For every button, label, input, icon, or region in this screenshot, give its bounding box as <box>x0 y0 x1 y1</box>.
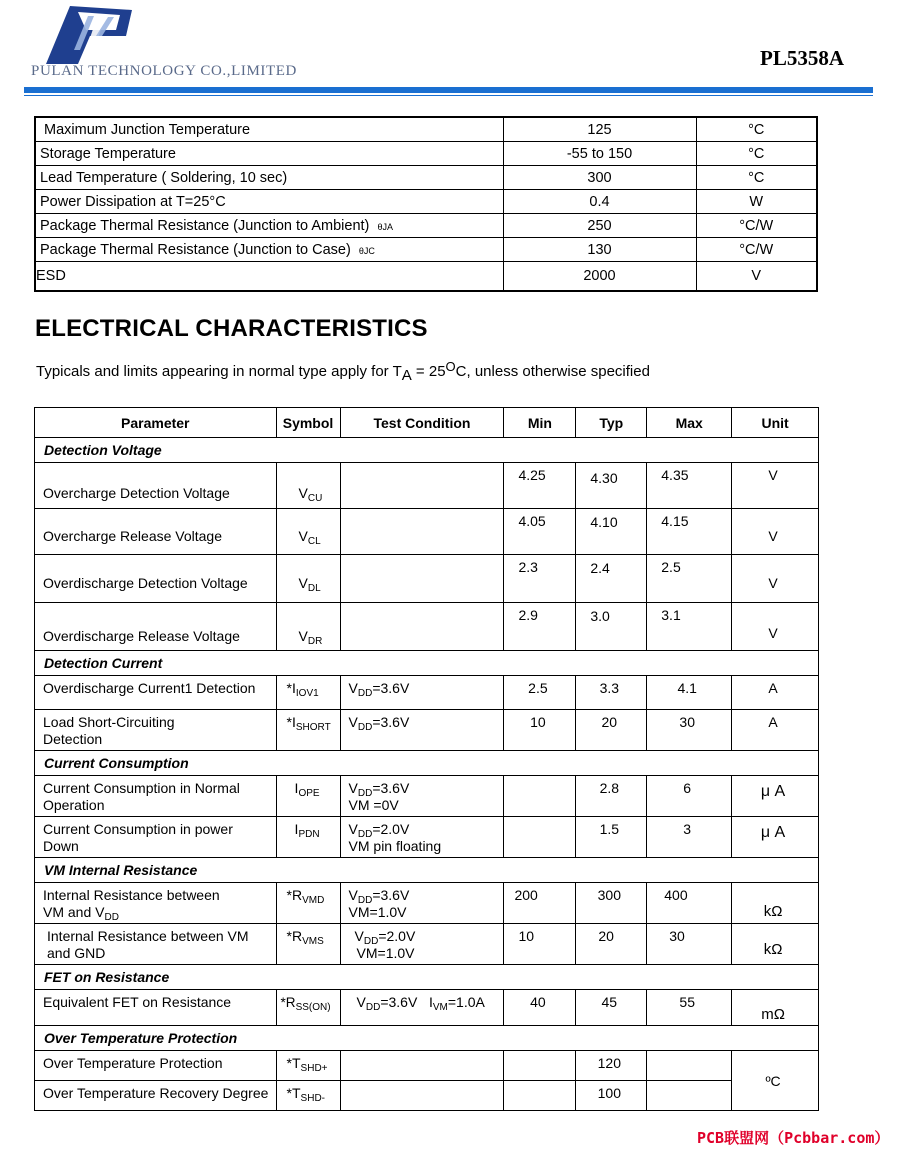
param-cell: Current Consumption in Normal Operation <box>35 776 277 817</box>
symbol-cell: $I_{PDN}$ <box>276 817 340 858</box>
table-row <box>35 117 817 142</box>
section-label: VM Internal Resistance <box>35 858 819 883</box>
header-rule-thin <box>24 95 873 96</box>
table-row <box>35 817 819 858</box>
value-cell: 2000 <box>503 262 696 292</box>
max-cell <box>647 1081 732 1111</box>
typ-cell: 2.4 <box>576 555 647 603</box>
typ-cell: 300 <box>576 883 647 924</box>
table-row <box>35 990 819 1026</box>
unit-cell: μ A <box>732 776 819 817</box>
unit-cell: °C/W <box>696 214 817 238</box>
typ-cell: 20 <box>576 924 647 965</box>
table-row <box>35 555 819 603</box>
symbol-cell: $*R_{VMS}$ <box>276 924 340 965</box>
unit-cell: °C/W <box>696 238 817 262</box>
col-header-typ: Typ <box>576 408 647 438</box>
unit-cell: V <box>732 555 819 603</box>
unit-cell: V <box>732 603 819 651</box>
table-row <box>35 710 819 751</box>
condition-cell <box>340 603 504 651</box>
symbol-cell: $I_{OPE}$ <box>276 776 340 817</box>
unit-cell: °C <box>696 166 817 190</box>
param-cell: Internal Resistance between VM and $V_{DD}$ <box>35 883 277 924</box>
table-row <box>35 776 819 817</box>
param-cell: Maximum Junction Temperature <box>35 117 503 142</box>
typ-cell: 3.3 <box>576 676 647 710</box>
max-cell: 30 <box>647 924 732 965</box>
condition-cell: $V_{DD}=3.6V$ <box>340 676 504 710</box>
max-cell: 55 <box>647 990 732 1026</box>
symbol-cell: $V_{DR}$ <box>276 603 340 651</box>
param-cell: Power Dissipation at T=25°C <box>35 190 503 214</box>
param-cell: Overcharge Detection Voltage <box>35 463 277 509</box>
typ-cell: 45 <box>576 990 647 1026</box>
section-row <box>35 438 819 463</box>
max-cell: 4.1 <box>647 676 732 710</box>
section-title: ELECTRICAL CHARACTERISTICS <box>35 315 428 342</box>
max-cell: 4.15 <box>647 509 732 555</box>
param-cell <box>35 214 503 238</box>
param-cell: Load Short-Circuiting Detection <box>35 710 277 751</box>
table-row <box>35 1051 819 1081</box>
max-cell: 4.35 <box>647 463 732 509</box>
table-row <box>35 676 819 710</box>
condition-cell: $V_{DD}=3.6V$ VM=1.0V <box>340 883 504 924</box>
table-row <box>35 238 817 262</box>
param-cell: Over Temperature Protection <box>35 1051 277 1081</box>
value-cell: 125 <box>503 117 696 142</box>
table-row <box>35 883 819 924</box>
min-cell <box>504 1081 576 1111</box>
symbol-cell: $*I_{IOV1}$ <box>276 676 340 710</box>
section-label: Detection Current <box>35 651 819 676</box>
symbol-cell: $V_{DL}$ <box>276 555 340 603</box>
unit-cell: A <box>732 710 819 751</box>
symbol-cell: $V_{CU}$ <box>276 463 340 509</box>
min-cell: 2.5 <box>504 676 576 710</box>
condition-cell: $V_{DD}=3.6V$ VM =0V <box>340 776 504 817</box>
theta-symbol: θJA <box>377 221 393 232</box>
param-cell: Overdischarge Detection Voltage <box>35 555 277 603</box>
condition-cell: $V_{DD}=3.6V$ $I_{VM}=1.0A$ <box>340 990 504 1026</box>
col-header-unit: Unit <box>732 408 819 438</box>
param-text: Package Thermal Resistance (Junction to Ambient) <box>40 217 370 234</box>
min-cell: 200 <box>504 883 576 924</box>
watermark-link[interactable]: PCB联盟网（Pcbbar.com） <box>697 1129 890 1147</box>
min-cell: 4.05 <box>504 509 576 555</box>
unit-cell: kΩ <box>732 883 819 924</box>
part-number: PL5358A <box>760 46 844 70</box>
max-cell: 3 <box>647 817 732 858</box>
typ-cell: 20 <box>576 710 647 751</box>
section-row <box>35 651 819 676</box>
condition-cell <box>340 509 504 555</box>
table-row <box>35 262 817 292</box>
unit-cell: V <box>696 262 817 292</box>
param-cell: Overcharge Release Voltage <box>35 509 277 555</box>
symbol-cell: $*R_{SS(ON)}$ <box>276 990 340 1026</box>
param-cell: Current Consumption in power Down <box>35 817 277 858</box>
param-cell: Lead Temperature ( Soldering, 10 sec) <box>35 166 503 190</box>
unit-cell: μ A <box>732 817 819 858</box>
param-cell: Equivalent FET on Resistance <box>35 990 277 1026</box>
max-cell: 2.5 <box>647 555 732 603</box>
min-cell <box>504 817 576 858</box>
section-row <box>35 751 819 776</box>
param-cell: Overdischarge Current1 Detection <box>35 676 277 710</box>
unit-cell: V <box>732 509 819 555</box>
table-row <box>35 463 819 509</box>
condition-cell <box>340 1081 504 1111</box>
col-header-parameter: Parameter <box>35 408 277 438</box>
typ-cell: 100 <box>576 1081 647 1111</box>
param-cell: Over Temperature Recovery Degree <box>35 1081 277 1111</box>
param-cell: Internal Resistance between VM and GND <box>35 924 277 965</box>
company-name: PULAN TECHNOLOGY CO.,LIMITED <box>31 63 297 79</box>
symbol-cell: $*R_{VMD}$ <box>276 883 340 924</box>
symbol-cell: $*T_{SHD-}$ <box>276 1081 340 1111</box>
table-row <box>35 924 819 965</box>
table-row <box>35 142 817 166</box>
min-cell: 10 <box>504 710 576 751</box>
col-header-max: Max <box>647 408 732 438</box>
condition-cell: $V_{DD}=2.0V$ VM=1.0V <box>340 924 504 965</box>
param-text: Package Thermal Resistance (Junction to Case) <box>40 241 351 258</box>
param-cell: Overdischarge Release Voltage <box>35 603 277 651</box>
param-cell <box>35 238 503 262</box>
typ-cell: 2.8 <box>576 776 647 817</box>
min-cell: 2.3 <box>504 555 576 603</box>
unit-cell: kΩ <box>732 924 819 965</box>
section-row <box>35 858 819 883</box>
condition-cell <box>340 1051 504 1081</box>
min-cell: 2.9 <box>504 603 576 651</box>
unit-cell: mΩ <box>732 990 819 1026</box>
conditions-note: Typicals and limits appearing in normal type apply for $T_A = 25^OC$, unless otherwise specified <box>36 359 650 384</box>
unit-cell: A <box>732 676 819 710</box>
unit-cell: V <box>732 463 819 509</box>
max-cell: 6 <box>647 776 732 817</box>
unit-cell: ºC <box>732 1051 819 1111</box>
section-label: Current Consumption <box>35 751 819 776</box>
section-row <box>35 965 819 990</box>
company-logo <box>40 6 132 64</box>
value-cell: 300 <box>503 166 696 190</box>
header-rule-thick <box>24 87 873 93</box>
unit-cell: W <box>696 190 817 214</box>
min-cell <box>504 1051 576 1081</box>
min-cell: 10 <box>504 924 576 965</box>
value-cell: 250 <box>503 214 696 238</box>
symbol-cell: $V_{CL}$ <box>276 509 340 555</box>
table-row <box>35 1081 819 1111</box>
table-row <box>35 214 817 238</box>
col-header-min: Min <box>504 408 576 438</box>
table-row <box>35 166 817 190</box>
col-header-symbol: Symbol <box>276 408 340 438</box>
max-cell: 3.1 <box>647 603 732 651</box>
table-row <box>35 603 819 651</box>
min-cell <box>504 776 576 817</box>
typ-cell: 1.5 <box>576 817 647 858</box>
header-row <box>35 408 819 438</box>
condition-cell: $V_{DD}=3.6V$ <box>340 710 504 751</box>
param-cell: Storage Temperature <box>35 142 503 166</box>
section-label: Over Temperature Protection <box>35 1026 819 1051</box>
condition-cell: $V_{DD}=2.0V$ VM pin floating <box>340 817 504 858</box>
col-header-condition: Test Condition <box>340 408 504 438</box>
max-cell <box>647 1051 732 1081</box>
electrical-characteristics-table <box>34 407 819 1111</box>
typ-cell: 3.0 <box>576 603 647 651</box>
absolute-max-table <box>34 116 818 292</box>
min-cell: 4.25 <box>504 463 576 509</box>
theta-symbol: θJC <box>358 245 375 256</box>
condition-cell <box>340 463 504 509</box>
symbol-cell: $*T_{SHD+}$ <box>276 1051 340 1081</box>
typ-cell: 4.30 <box>576 463 647 509</box>
section-label: FET on Resistance <box>35 965 819 990</box>
section-row <box>35 1026 819 1051</box>
max-cell: 400 <box>647 883 732 924</box>
min-cell: 40 <box>504 990 576 1026</box>
param-cell: ESD <box>35 262 503 292</box>
symbol-cell: $*I_{SHORT}$ <box>276 710 340 751</box>
unit-cell: °C <box>696 142 817 166</box>
max-cell: 30 <box>647 710 732 751</box>
value-cell: -55 to 150 <box>503 142 696 166</box>
value-cell: 130 <box>503 238 696 262</box>
typ-cell: 120 <box>576 1051 647 1081</box>
section-label: Detection Voltage <box>35 438 819 463</box>
condition-cell <box>340 555 504 603</box>
value-cell: 0.4 <box>503 190 696 214</box>
unit-cell: °C <box>696 117 817 142</box>
table-row <box>35 190 817 214</box>
table-row <box>35 509 819 555</box>
typ-cell: 4.10 <box>576 509 647 555</box>
